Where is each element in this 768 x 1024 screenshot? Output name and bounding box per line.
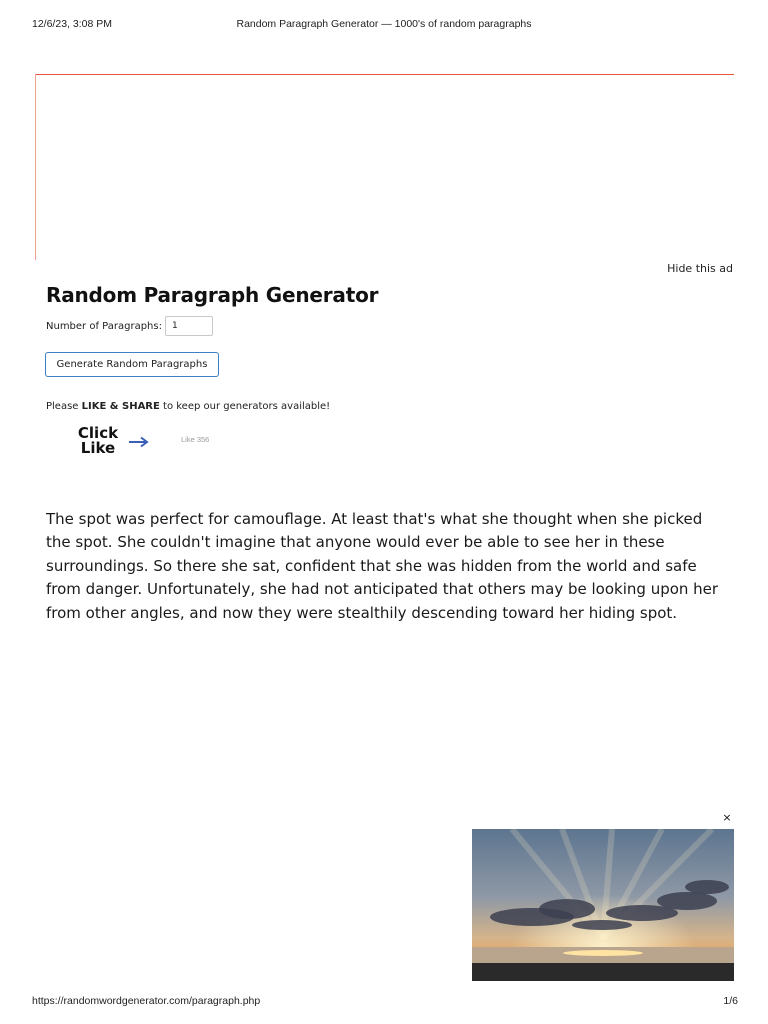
page-title: Random Paragraph Generator [46, 283, 379, 307]
number-of-paragraphs-input[interactable] [165, 316, 213, 336]
share-emphasis: LIKE & SHARE [81, 401, 160, 412]
ad-frame-top-border [35, 74, 734, 75]
print-page-number: 1/6 [723, 995, 738, 1007]
hide-ad-link[interactable]: Hide this ad [667, 262, 733, 275]
print-page-title: Random Paragraph Generator — 1000's of random paragraphs [236, 18, 532, 30]
print-datetime: 12/6/23, 3:08 PM [32, 18, 112, 30]
number-of-paragraphs-label: Number of Paragraphs: [46, 320, 162, 332]
click-like-line-1: Click [77, 424, 119, 442]
sunset-landscape-image[interactable] [472, 829, 734, 981]
share-suffix: to keep our generators available! [159, 401, 331, 412]
share-prefix: Please [46, 401, 82, 412]
print-footer [0, 995, 768, 1009]
ad-frame-left-border [35, 74, 36, 260]
print-header [0, 18, 768, 32]
click-like-line-2: Like [80, 439, 116, 457]
print-url: https://randomwordgenerator.com/paragraph.php [32, 995, 261, 1007]
generated-paragraph: The spot was perfect for camouflage. At least that's what she thought when she picked the spot. She couldn't imagine that anyone would ever be able to see her in these surroundings. So there she sat, confident that she was hidden from the world and safe from danger. Unfortunately, she had not anticipated that others may be looking upon her from other angles, and now they were stealthily descending toward her hiding spot. [46, 510, 719, 622]
arrow-right-icon [128, 436, 150, 448]
click-like-callout [72, 426, 124, 456]
number-of-paragraphs-row [46, 315, 213, 337]
share-message [46, 401, 330, 412]
close-ad-icon[interactable]: × [722, 811, 732, 824]
generate-random-paragraphs-button[interactable]: Generate Random Paragraphs [45, 352, 219, 377]
facebook-like-widget[interactable]: Like 356 [181, 435, 210, 444]
